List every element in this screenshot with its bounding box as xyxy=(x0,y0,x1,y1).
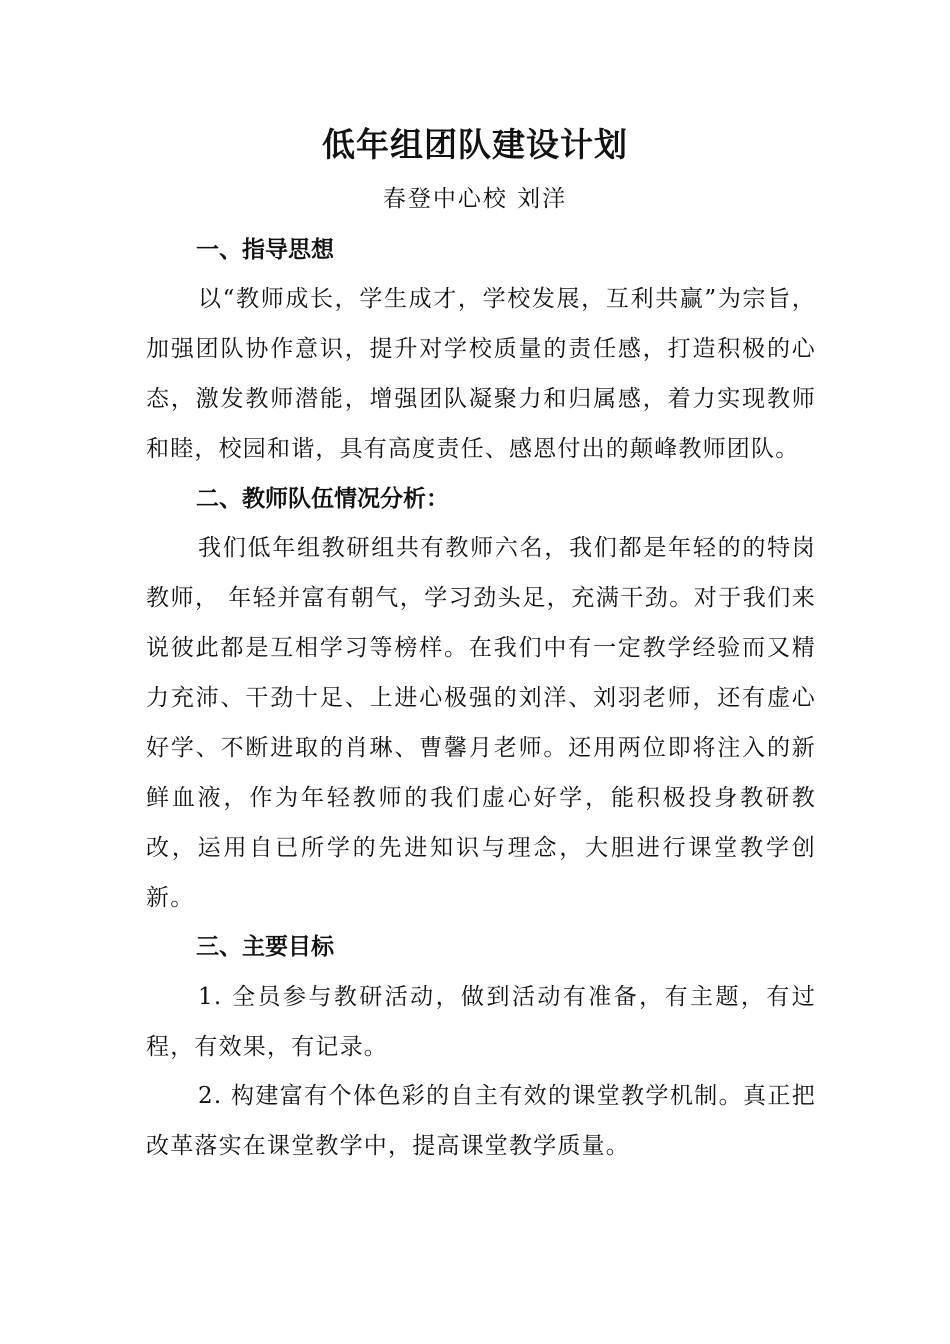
document-title: 低年组团队建设计划 xyxy=(322,125,628,164)
goal-item: 1. 全员参与教研活动，做到活动有准备，有主题，有过程，有效果，有记录。 xyxy=(146,984,816,1060)
section-heading-guiding-ideology: 一、指导思想 xyxy=(196,237,334,263)
section-paragraph: 以“教师成长，学生成才，学校发展，互利共赢”为宗旨，加强团队协作意识，提升对学校质量的责任感，打造积极的心态，激发教师潜能，增强团队凝聚力和归属感，着力实现教师和睦，校园和谐，具有高度责任、感恩付出的颠峰教师团队。 xyxy=(146,286,816,462)
goal-item: 2. 构建富有个体色彩的自主有效的课堂教学机制。真正把改革落实在课堂教学中，提高课堂教学质量。 xyxy=(146,1083,816,1159)
section-heading-main-goals: 三、主要目标 xyxy=(196,934,334,960)
section-heading-teacher-analysis: 二、教师队伍情况分析： xyxy=(196,486,449,512)
document-author: 春登中心校 刘洋 xyxy=(382,186,568,212)
section-paragraph: 我们低年组教研组共有教师六名，我们都是年轻的的特岗教师， 年轻并富有朝气，学习劲头足，充满干劲。对于我们来说彼此都是互相学习等榜样。在我们中有一定教学经验而又精力充沛、干劲十足、上进心极强的刘洋、刘羽老师，还有虚心好学、不断进取的肖琳、曹馨月老师。还用两位即将注入的新鲜血液，作为年轻教师的我们虚心好学，能积极投身教研教改，运用自已所学的先进知识与理念，大胆进行课堂教学创新。 xyxy=(146,535,816,911)
